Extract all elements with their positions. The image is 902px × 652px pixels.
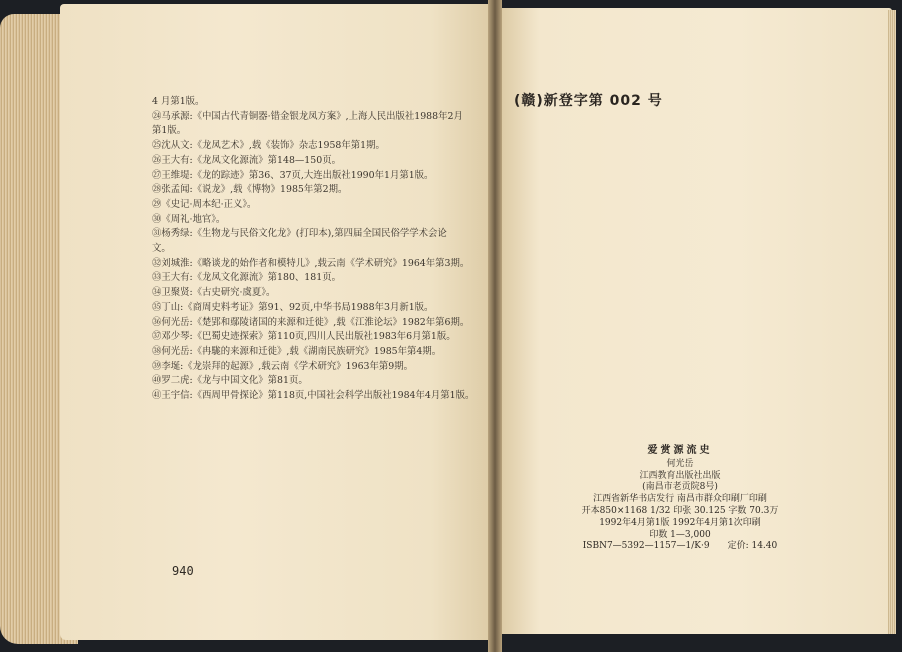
note-line: ㊵罗二虎:《龙与中国文化》第81页。 (152, 375, 308, 387)
format-info: 开本850×1168 1/32 印张 30.125 字数 70.3万 (581, 505, 779, 516)
note-line: ㉜刘城淮:《略谈龙的始作者和模特儿》,载云南《学术研究》1964年第3期。 (152, 257, 470, 269)
note-line: ㉟丁山:《商周史料考证》第91、92页,中华书局1988年3月新1版。 (152, 301, 434, 313)
publisher-address: (南昌市老贡院8号) (642, 482, 718, 493)
note-line: ㊶王宇信:《西周甲骨探论》第118页,中国社会科学出版社1984年4月第1版。 (152, 390, 475, 402)
note-line: ㊳何光岳:《冉駹的来源和迁徙》,载《湖南民族研究》1985年第4期。 (152, 345, 442, 357)
author: 何光岳 (666, 458, 694, 469)
note-line: 4 月第1版。 (152, 96, 205, 107)
endnotes-list (152, 95, 475, 404)
note-line: ㉔马承源:《中国古代青铜器·错金银龙凤方案》,上海人民出版社1988年2月 (152, 110, 463, 122)
note-line: ㉗王维堤:《龙的踪迹》第36、37页,大连出版社1990年1月第1版。 (152, 169, 434, 181)
isbn: ISBN7—5392—1157—1/K·9 (582, 541, 710, 552)
note-line: ㉖王大有:《龙凤文化源流》第148—150页。 (152, 154, 341, 166)
page-edges-right (888, 10, 896, 634)
isbn-line (560, 541, 800, 553)
distributor-printer: 江西省新华书店发行 南昌市群众印刷厂印刷 (593, 494, 767, 505)
note-line: ㉕沈从文:《龙凤艺术》,载《装饰》杂志1958年第1期。 (152, 140, 385, 152)
note-line: ㊲邓少琴:《巴蜀史迹探索》第110页,四川人民出版社1983年6月第1版。 (152, 331, 456, 343)
note-line: ㉝王大有:《龙凤文化源流》第180、181页。 (152, 272, 341, 284)
note-line: 文。 (152, 243, 171, 255)
edition-info: 1992年4月第1版 1992年4月第1次印刷 (599, 517, 761, 528)
registration-number: (赣)新登字第 002 号 (514, 93, 663, 109)
page-number: 940 (172, 564, 194, 578)
book-spine (488, 0, 502, 652)
note-line: ㉙《史记·周本纪·正义》。 (152, 198, 257, 210)
note-line: ㉘张孟闻:《说龙》,载《博物》1985年第2期。 (152, 184, 348, 196)
colophon (560, 445, 800, 553)
note-line: ㉛杨秀绿:《生物龙与民俗文化龙》(打印本),第四届全国民俗学学术会论 (152, 228, 447, 240)
print-run: 印数 1—3,000 (649, 529, 711, 540)
note-line: 第1版。 (152, 125, 187, 137)
publisher: 江西教育出版社出版 (639, 470, 721, 481)
book-title: 爱赏源流史 (647, 445, 713, 456)
note-line: ㉚《周礼·地官》。 (152, 213, 226, 225)
note-line: ㉞卫聚贤:《古史研究·虞夏》。 (152, 287, 276, 299)
note-line: ㊴李埏:《龙崇拜的起源》,载云南《学术研究》1963年第9期。 (152, 360, 413, 372)
note-line: ㊱何光岳:《楚郢和鄢陵诸国的来源和迁徙》,载《江淮论坛》1982年第6期。 (152, 316, 470, 328)
price: 定价: 14.40 (727, 541, 778, 552)
